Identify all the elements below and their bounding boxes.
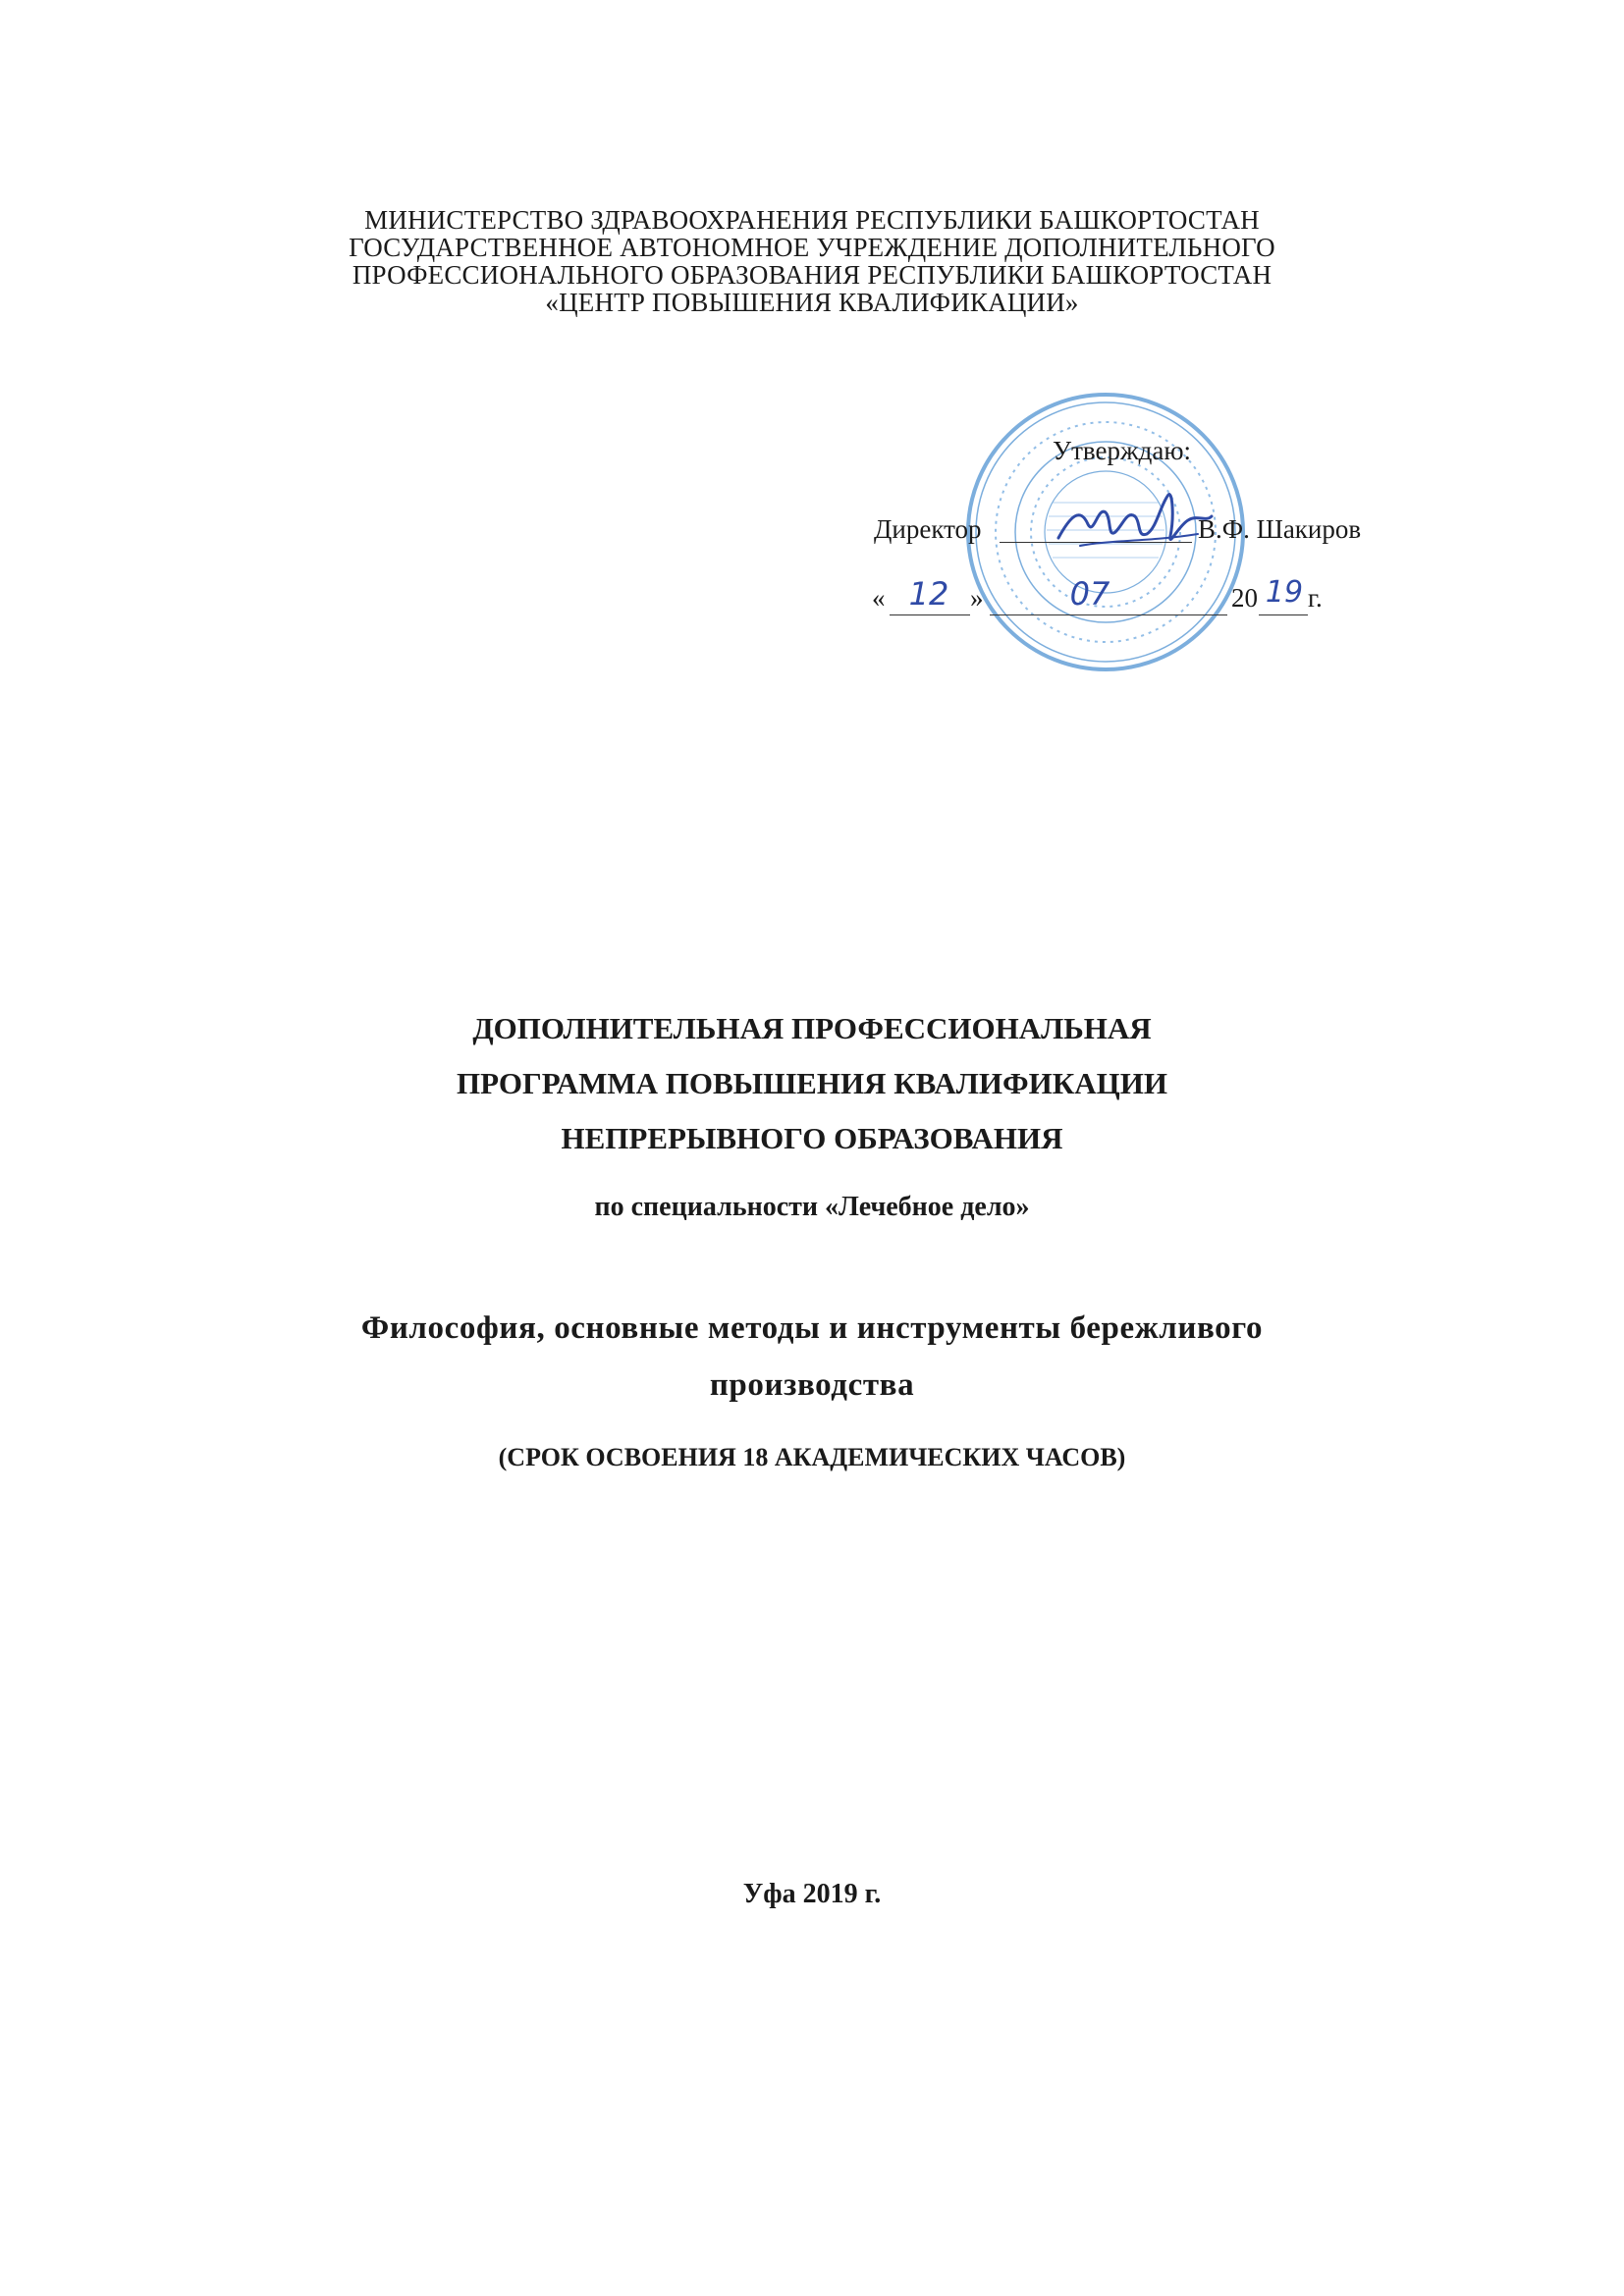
specialty-line: по специальности «Лечебное дело» [594,1192,1030,1222]
year-underline [1259,614,1308,615]
approval-block [0,0,1624,687]
date-year: 19 [1265,575,1304,610]
program-title-line-3: НЕПРЕРЫВНОГО ОБРАЗОВАНИЯ [561,1121,1063,1155]
topic-line-1: Философия, основные методы и инструменты бережливого [360,1310,1264,1346]
date-year-suffix: г. [1308,583,1323,613]
city-year-footer: Уфа 2019 г. [742,1879,882,1909]
duration-line: (СРОК ОСВОЕНИЯ 18 АКАДЕМИЧЕСКИХ ЧАСОВ) [498,1443,1126,1471]
date-open-quote: « [872,583,886,613]
date-close-quote: » [970,583,984,613]
handwritten-signature-icon [1051,477,1218,565]
day-underline [890,614,970,615]
director-name: В.Ф. Шакиров [1198,514,1362,544]
director-label: Директор [874,514,982,544]
program-title-line-2: ПРОГРАММА ПОВЫШЕНИЯ КВАЛИФИКАЦИИ [457,1066,1167,1100]
header-line-institution-type: ГОСУДАРСТВЕННОЕ АВТОНОМНОЕ УЧРЕЖДЕНИЕ ДОПОЛНИТЕЛЬНОГО [349,233,1275,262]
program-title-line-1: ДОПОЛНИТЕЛЬНАЯ ПРОФЕССИОНАЛЬНАЯ [472,1011,1152,1045]
date-month: 07 [1069,575,1110,613]
date-day: 12 [908,575,949,613]
month-underline [990,614,1227,615]
program-title [0,1001,1624,1166]
topic-line-2: производства [709,1367,915,1403]
approve-word: Утверждаю: [1053,436,1192,465]
program-topic [0,1300,1624,1414]
header-line-center-name: «ЦЕНТР ПОВЫШЕНИЯ КВАЛИФИКАЦИИ» [545,288,1079,317]
header-line-education-type: ПРОФЕССИОНАЛЬНОГО ОБРАЗОВАНИЯ РЕСПУБЛИКИ БАШКОРТОСТАН [352,260,1272,290]
date-year-prefix: 20 [1231,583,1258,613]
header-line-ministry: МИНИСТЕРСТВО ЗДРАВООХРАНЕНИЯ РЕСПУБЛИКИ БАШКОРТОСТАН [364,205,1260,235]
approval-date [864,575,1375,622]
